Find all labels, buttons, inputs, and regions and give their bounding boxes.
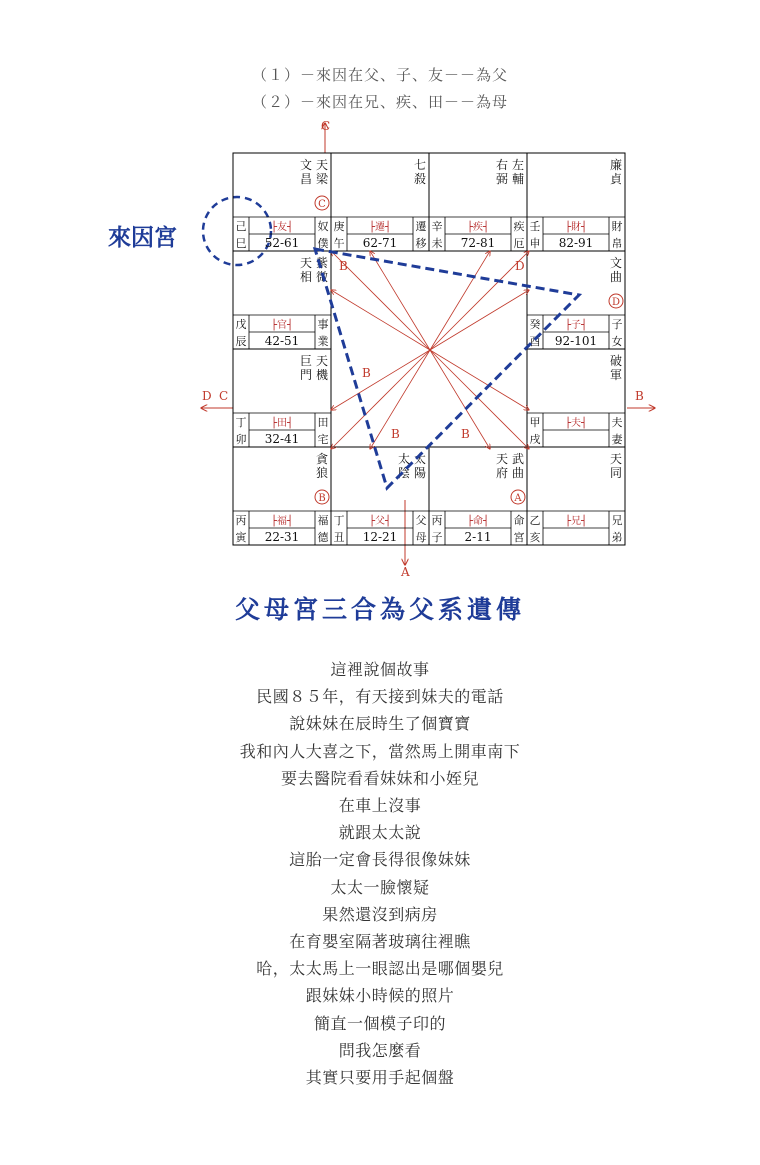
stem-branch: 辰	[235, 335, 247, 348]
palace-name: 福	[317, 514, 329, 527]
palace-name: 母	[415, 531, 427, 544]
star-name: 殺	[413, 172, 427, 186]
star-name: 天	[315, 354, 329, 368]
star-name: 曲	[511, 466, 525, 480]
star-name: 輔	[511, 172, 525, 186]
star-name: 天	[299, 256, 313, 270]
star-name: 微	[315, 270, 329, 284]
marker-letter: D	[611, 297, 621, 308]
stem-branch: 壬	[529, 220, 541, 233]
stem-branch: 癸	[529, 318, 541, 331]
palace-name: 宮	[513, 531, 525, 544]
star-name: 曲	[609, 270, 623, 284]
star-name: 紫	[315, 256, 329, 270]
palace-tag: ├父┤	[368, 516, 392, 527]
star-name: 貞	[609, 172, 623, 186]
stem-branch: 亥	[529, 531, 541, 544]
palace-name: 僕	[317, 237, 329, 250]
age-range: 62-71	[362, 236, 398, 250]
age-range: 22-31	[264, 530, 300, 544]
ray-label-b4: B	[461, 427, 470, 441]
marker-letter: C	[318, 199, 326, 210]
palace-cell	[233, 452, 331, 545]
star-name: 陽	[413, 466, 427, 480]
stem-branch: 丁	[333, 514, 345, 527]
story-line: 這胎一定會長得很像妹妹	[289, 850, 471, 870]
star-name: 文	[609, 256, 623, 270]
palace-name: 父	[415, 514, 427, 527]
palace-cell	[527, 452, 625, 545]
palace-tag: ├子┤	[564, 320, 588, 331]
ray-label-b2: B	[362, 366, 371, 380]
palace-cell	[233, 255, 331, 349]
marker-letter: A	[514, 493, 522, 504]
star-name: 同	[609, 466, 623, 480]
palace-name: 遷	[415, 220, 427, 233]
palace-name: 財	[611, 220, 623, 233]
star-name: 巨	[299, 354, 313, 368]
story-line: 這裡說個故事	[330, 660, 430, 679]
chart-caption: 父母宮三合為父系遺傳	[234, 595, 525, 624]
stem-branch: 庚	[333, 220, 345, 233]
stem-branch: 辛	[431, 220, 443, 233]
palace-tag: ├田┤	[270, 418, 294, 429]
palace-name: 事	[317, 318, 329, 331]
intro-line-2: （２）－來因在兄、疾、田－－為母	[251, 93, 508, 111]
story-line: 民國８５年，有天接到妹夫的電話	[256, 687, 504, 707]
star-name: 廉	[609, 158, 623, 172]
age-range: 42-51	[264, 334, 300, 348]
palace-name: 德	[317, 531, 329, 544]
age-range: 52-61	[264, 236, 300, 250]
stem-branch: 戌	[529, 433, 541, 446]
age-range: 82-91	[558, 236, 594, 250]
story-line: 太太一臉懷疑	[330, 877, 430, 897]
star-name: 天	[495, 452, 509, 466]
palace-tag: ├財┤	[564, 222, 588, 233]
palace-tag: ├福┤	[270, 516, 294, 527]
star-name: 貪	[315, 452, 329, 466]
story-line: 哈，太太馬上一眼認出是哪個嬰兒	[256, 959, 504, 979]
palace-tag: ├命┤	[466, 516, 490, 527]
story-text	[0, 656, 760, 1091]
palace-tag: ├疾┤	[466, 222, 490, 233]
palace-name: 移	[415, 237, 427, 250]
palace-name: 女	[611, 335, 623, 348]
star-name: 相	[299, 270, 313, 284]
palace-name: 厄	[513, 237, 525, 250]
stem-branch: 甲	[529, 416, 541, 429]
palace-name: 夫	[611, 416, 623, 429]
star-name: 軍	[609, 368, 623, 382]
star-name: 太	[413, 452, 427, 466]
ray-label-b3: B	[391, 427, 400, 441]
star-name: 機	[315, 368, 329, 382]
stem-branch: 丁	[235, 416, 247, 429]
story-line: 在車上沒事	[338, 796, 422, 816]
story-line: 說妹妹在辰時生了個寶寶	[289, 714, 471, 734]
star-name: 府	[495, 466, 509, 480]
star-name: 太	[397, 452, 411, 466]
palace-tag: ├夫┤	[564, 418, 588, 429]
palace-tag: ├遷┤	[368, 222, 392, 233]
stem-branch: 戊	[235, 318, 247, 331]
stem-branch: 子	[431, 531, 443, 544]
star-name: 文	[299, 158, 313, 172]
star-name: 左	[511, 158, 525, 172]
star-name: 武	[511, 452, 525, 466]
star-name: 破	[609, 354, 623, 368]
palace-tag: ├友┤	[270, 222, 294, 233]
ziwei-chart	[108, 115, 665, 585]
stem-branch: 己	[235, 220, 247, 233]
palace-name: 田	[317, 416, 329, 429]
story-line: 要去醫院看看妹妹和小姪兒	[280, 768, 479, 788]
palace-cell	[233, 158, 331, 251]
star-name: 右	[495, 158, 509, 172]
story-line: 在育嬰室隔著玻璃往裡瞧	[289, 932, 471, 952]
palace-name: 妻	[611, 433, 623, 446]
palace-name: 兄	[611, 514, 623, 527]
age-range: 2-11	[464, 530, 492, 544]
story-line: 問我怎麼看	[338, 1040, 422, 1060]
laiyin-label: 來因宮	[108, 224, 177, 251]
stem-branch: 丙	[235, 514, 247, 527]
palace-cell	[527, 157, 625, 251]
age-range: 92-101	[554, 334, 598, 348]
stem-branch: 酉	[529, 335, 541, 348]
stem-branch: 寅	[235, 531, 247, 544]
story-line: 就跟太太說	[338, 823, 422, 843]
story-line: 我和內人大喜之下，當然馬上開車南下	[239, 741, 521, 761]
star-name: 天	[609, 452, 623, 466]
stem-branch: 乙	[529, 514, 541, 527]
palace-cell	[429, 451, 527, 545]
star-name: 天	[315, 158, 329, 172]
star-name: 梁	[315, 172, 329, 186]
stem-branch: 午	[333, 237, 345, 250]
palace-cell	[527, 256, 625, 349]
story-line: 簡直一個模子印的	[313, 1013, 446, 1033]
age-range: 12-21	[362, 530, 398, 544]
palace-cell	[331, 157, 429, 251]
star-name: 七	[413, 158, 427, 172]
palace-name: 奴	[317, 220, 329, 233]
stem-branch: 卯	[235, 433, 247, 446]
star-name: 弼	[495, 172, 509, 186]
intro-line-1: （１）－來因在父、子、友－－為父	[251, 66, 508, 84]
arrow-label-c-top: C	[321, 119, 331, 133]
stem-branch: 申	[529, 237, 541, 250]
palace-cell	[527, 353, 625, 447]
age-range: 32-41	[264, 432, 300, 446]
star-name: 陰	[397, 466, 411, 480]
palace-cell	[233, 354, 331, 447]
stem-branch: 未	[431, 237, 443, 250]
story-line: 果然還沒到病房	[322, 904, 438, 924]
palace-name: 弟	[611, 531, 623, 544]
story-line: 跟妹妹小時候的照片	[305, 986, 455, 1006]
palace-name: 帛	[611, 237, 623, 250]
star-name: 狼	[315, 466, 329, 480]
palace-name: 子	[611, 318, 623, 331]
palace-name: 業	[317, 335, 329, 348]
age-range: 72-81	[460, 236, 496, 250]
marker-letter: B	[318, 493, 326, 504]
stem-branch: 丑	[333, 531, 345, 544]
stem-branch: 丙	[431, 514, 443, 527]
palace-tag: ├官┤	[270, 320, 294, 331]
story-line: 其實只要用手起個盤	[305, 1068, 455, 1088]
palace-tag: ├兄┤	[564, 516, 588, 527]
star-name: 門	[299, 368, 313, 382]
ray-label-b1: B	[339, 259, 348, 273]
palace-cell	[429, 158, 527, 251]
arrow-label-d-left: D	[202, 389, 212, 403]
arrow-label-a-bottom: A	[401, 565, 410, 579]
arrow-label-c-left: C	[219, 389, 229, 403]
star-name: 昌	[299, 172, 313, 186]
palace-name: 疾	[513, 220, 525, 233]
ray-label-d: D	[515, 259, 525, 273]
palace-name: 宅	[317, 433, 329, 446]
palace-name: 命	[513, 514, 525, 527]
sanhe-triangle	[315, 249, 579, 488]
arrow-label-b-right: B	[635, 389, 644, 403]
stem-branch: 巳	[235, 237, 247, 250]
